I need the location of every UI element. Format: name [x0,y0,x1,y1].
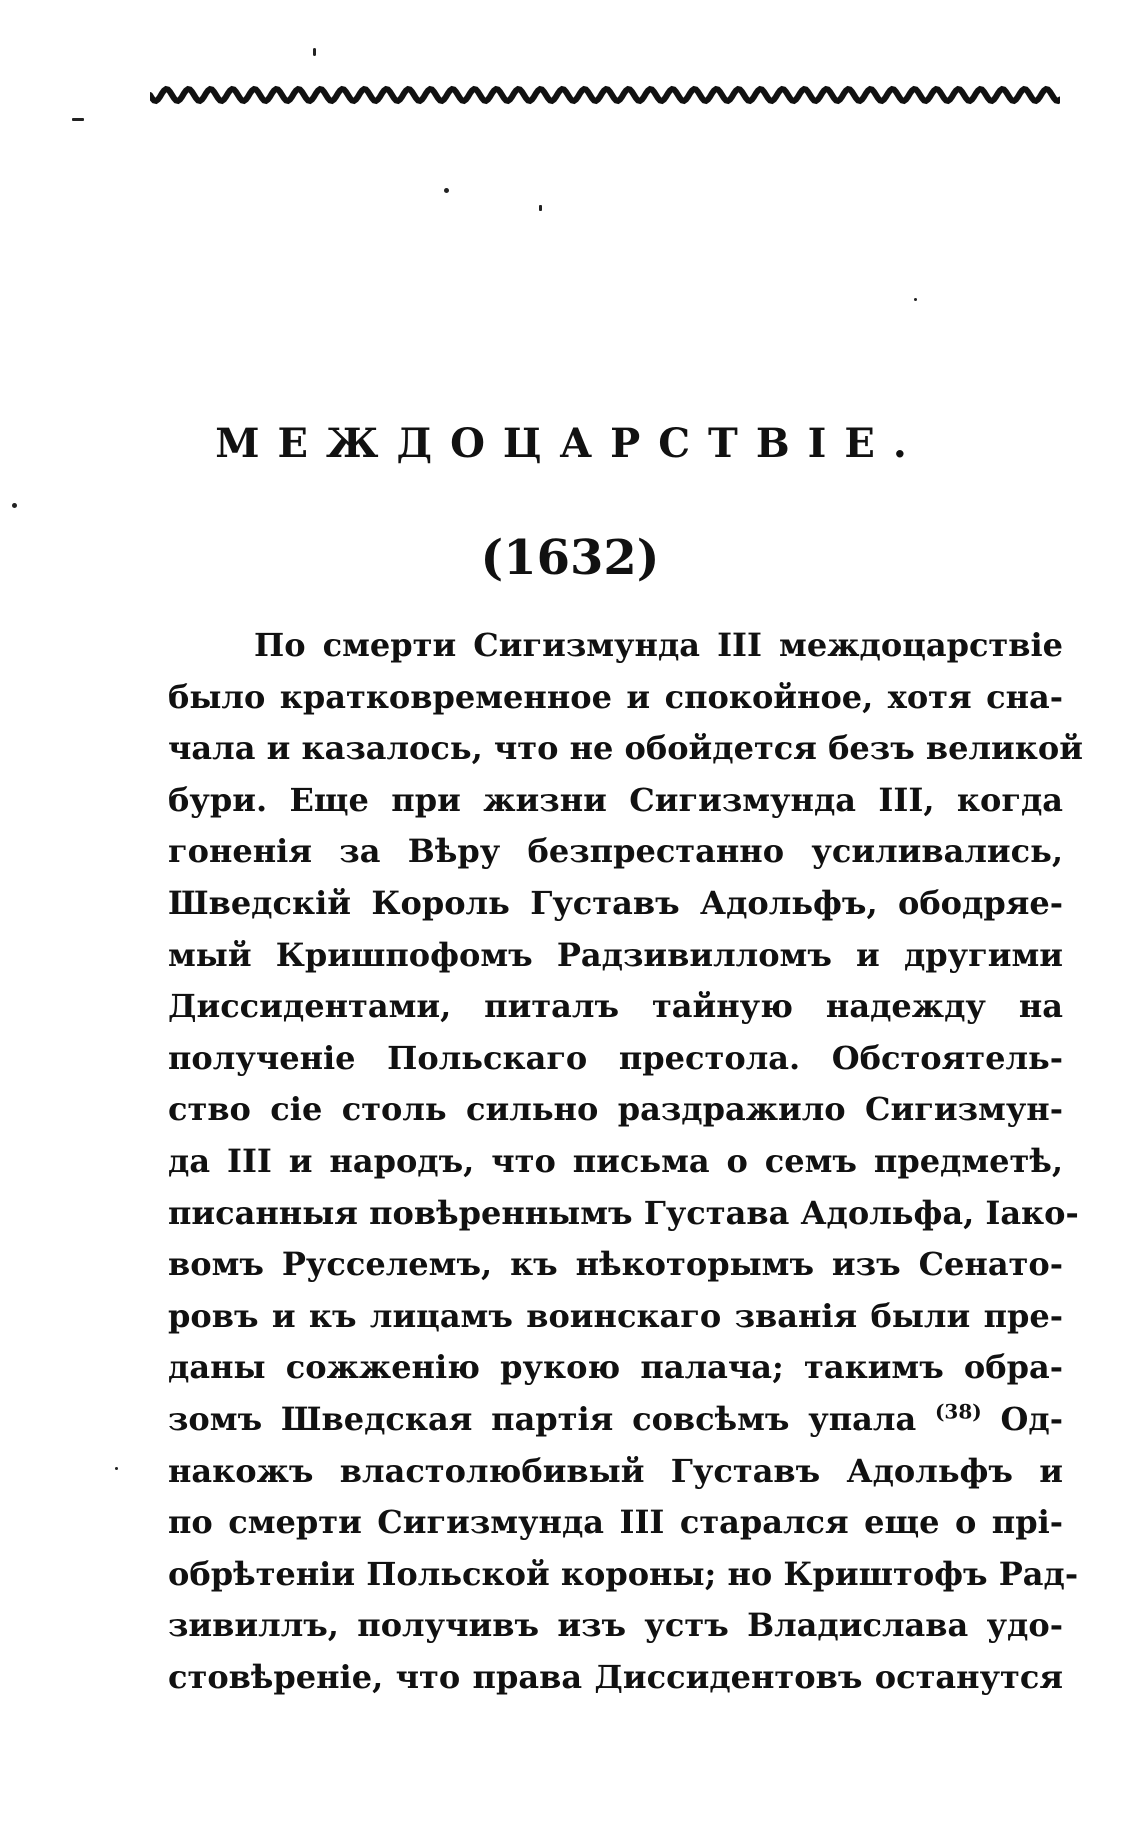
print-speck [914,298,917,301]
text-line-with-footnote [168,1394,1063,1446]
text-line: ровъ и къ лицамъ воинскаго званія были пре- [168,1296,1063,1335]
text-line-segment: зомъ Шведская партія совсѣмъ упала [168,1399,917,1438]
print-speck [444,188,449,193]
print-speck [12,503,17,508]
text-line: полученіе Польскаго престола. Обстоятель- [168,1038,1063,1077]
text-line: чала и казалось, что не обойдется безъ великой [168,729,1083,768]
print-speck [72,118,84,121]
text-line-segment: Од- [981,1399,1063,1438]
text-line: стовѣреніе, что права Диссидентовъ останутся [168,1657,1063,1696]
text-line: зивиллъ, получивъ изъ устъ Владислава удо- [168,1606,1063,1645]
text-line: по смерти Сигизмунда III старался еще о прі- [168,1503,1063,1542]
text-line: накожъ властолюбивый Густавъ Адольфъ и [168,1451,1063,1490]
text-line: мый Кришпофомъ Радзивилломъ и другими [168,935,1063,974]
text-line: вомъ Русселемъ, къ нѣкоторымъ изъ Сенато- [168,1245,1063,1284]
print-speck [313,48,316,56]
chapter-year: (1632) [480,530,660,586]
text-line: Диссидентами, питалъ тайную надежду на [168,987,1063,1026]
text-line: По смерти Сигизмунда III междоцарствіе [254,626,1063,664]
text-line: писанныя повѣреннымъ Густава Адольфа, Іако- [168,1193,1079,1232]
text-line: да III и народъ, что письма о семъ предметѣ, [168,1141,1063,1180]
text-line: ство сіе столь сильно раздражило Сигизмун- [168,1090,1063,1129]
text-line: обрѣтеніи Польской короны; но Криштофъ Рад- [168,1554,1079,1593]
body-paragraph [168,620,1083,1703]
text-line: гоненія за Вѣру безпрестанно усиливались, [168,832,1063,871]
wavy-ornament-rule [150,80,1060,110]
text-line: Шведскій Король Густавъ Адольфъ, ободряе- [168,883,1063,922]
text-line: даны сожженію рукою палача; такимъ обра- [168,1348,1063,1387]
print-speck [115,1467,118,1470]
print-speck [539,205,542,211]
text-line: бури. Еще при жизни Сигизмунда III, когда [168,780,1063,819]
footnote-reference[interactable]: (38) [934,1399,982,1424]
chapter-title: МЕЖДОЦАРСТВІЕ. [215,420,925,467]
text-line: было кратковременное и спокойное, хотя сна- [168,677,1063,716]
